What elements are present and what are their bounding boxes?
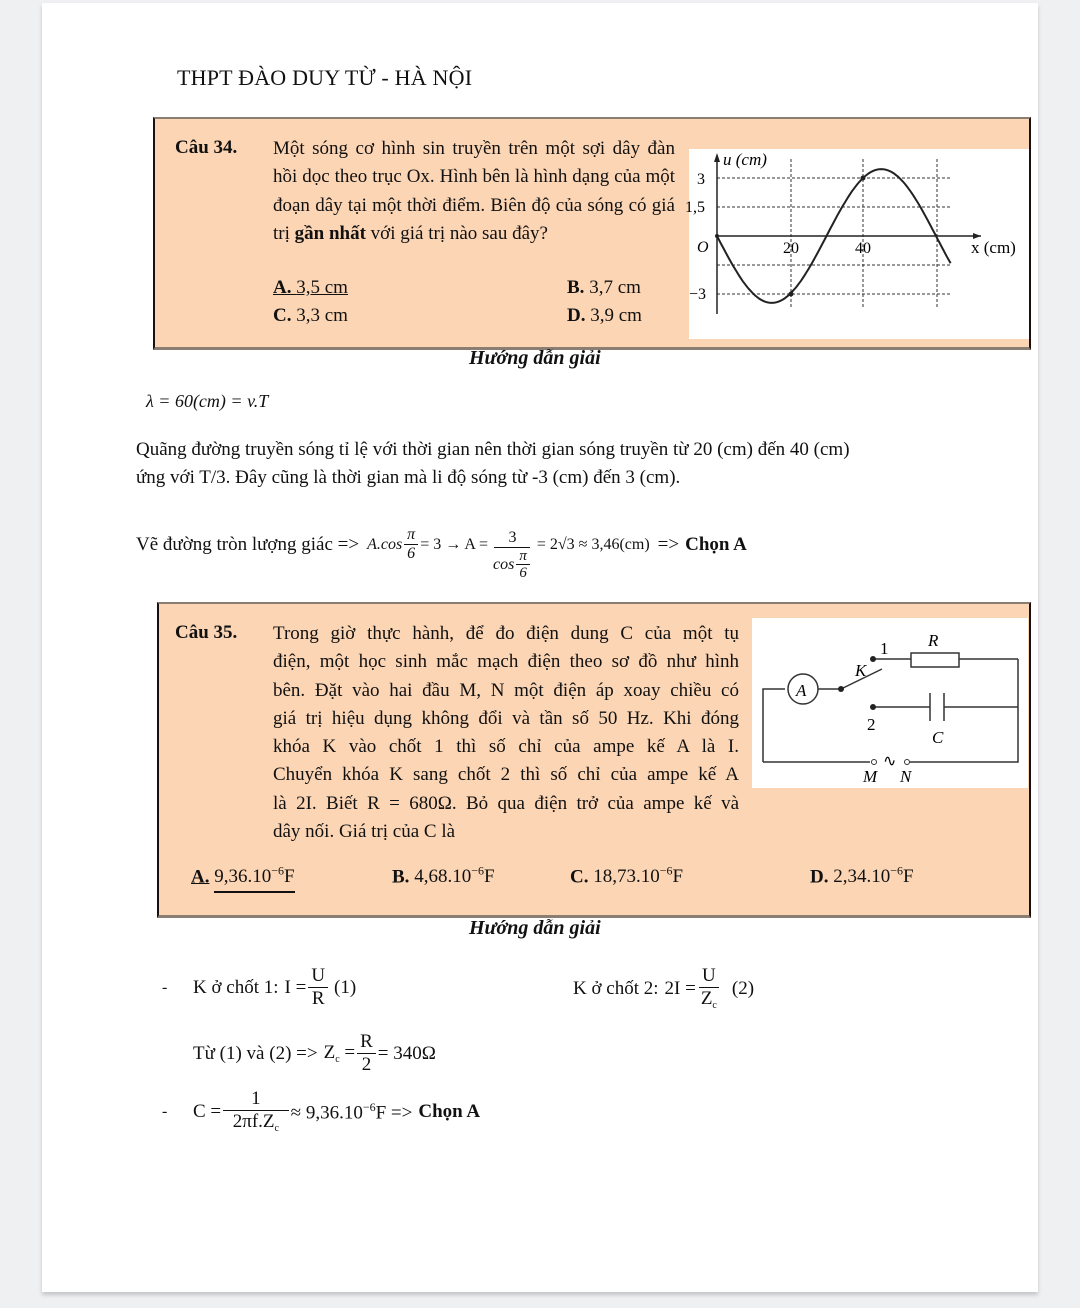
capacitance-equation: [162, 1089, 480, 1134]
equation-prefix: Từ (1) và (2) =>: [193, 1042, 318, 1064]
equation-term: 2I =: [664, 977, 696, 999]
paragraph-line: Quãng đường truyền sóng tỉ lệ với thời gian nên thời gian sóng truyền từ 20 (cm) đến 40 (cm): [136, 439, 850, 460]
fraction-u-over-zc: [698, 966, 720, 1011]
option-value: $9,36.10^{-6}F$: [214, 866, 294, 893]
solution-34-heading: Hướng dẫn giải: [469, 347, 601, 369]
pin-2-dot: [870, 704, 876, 710]
resistor-icon: [911, 653, 959, 667]
option-value: $2,34.10^{-6}F$: [833, 864, 914, 888]
equation-term: I =: [284, 976, 307, 998]
equation-result: = 340Ω: [377, 1042, 436, 1064]
bullet: -: [162, 1102, 168, 1120]
question-text-bold: gần nhất: [294, 222, 366, 244]
option-value: 3,9 cm: [590, 305, 642, 326]
option-value: $18,73.10^{-6}F$: [593, 864, 684, 888]
wire: [910, 659, 1018, 762]
terminal-n: [905, 760, 910, 765]
option-letter: B.: [567, 277, 585, 298]
option-value: 3,7 cm: [589, 277, 641, 298]
resistor-label: R: [928, 631, 939, 650]
denominator: $Z_c$: [700, 987, 717, 1011]
equation-term: A.cos: [367, 535, 403, 553]
option-letter: C.: [570, 866, 589, 888]
option-letter: D.: [810, 866, 829, 888]
question-line: Chuyển khóa K sang chốt 2 thì số chỉ của ampe kế A: [273, 764, 739, 786]
option-a[interactable]: [273, 277, 348, 299]
numerator: π: [516, 548, 530, 566]
circuit-svg: [752, 618, 1028, 788]
switch-pivot: [838, 686, 844, 692]
equation-tag: (2): [731, 977, 755, 999]
equation-result: = 2√3 ≈ 3,46(cm): [536, 535, 650, 553]
option-value: 3,5 cm: [296, 277, 348, 298]
numerator: 1: [223, 1089, 289, 1111]
terminal-m: [872, 760, 877, 765]
y-axis-arrow-icon: [714, 153, 720, 162]
wave-graph: [685, 149, 1029, 339]
k1-equation: [162, 966, 356, 1010]
terminal-n-label: N: [900, 767, 912, 786]
amplitude-equation: [136, 507, 747, 582]
question-line: khóa K vào chốt 1 thì số chỉ của ampe kế A là I.: [273, 736, 739, 758]
origin-marker: [715, 234, 719, 238]
fraction-capacitance: [223, 1089, 289, 1134]
switch-label: K: [855, 661, 867, 680]
option-letter: A.: [191, 866, 210, 888]
ac-source-icon: ∿: [883, 751, 897, 770]
fraction-3-over-cos: [490, 529, 535, 582]
option-d[interactable]: [567, 305, 642, 327]
option-c[interactable]: [273, 305, 348, 327]
option-letter: C.: [273, 305, 292, 326]
equation-prefix: K ở chốt 1:: [193, 976, 279, 998]
circuit-diagram: [752, 618, 1028, 788]
paragraph-line: ứng với T/3. Đây cũng là thời gian mà li độ sóng từ -3 (cm) đến 3 (cm).: [136, 467, 681, 488]
question-line: là 2I. Biết R = 680Ω. Bỏ qua điện trở của ampe kế và: [273, 792, 739, 814]
equation-term: = 3 → A =: [420, 535, 489, 553]
solution-34-paragraph: [136, 439, 1016, 489]
option-value: $4,68.10^{-6}F$: [414, 864, 495, 888]
fraction-r-over-2: [357, 1032, 376, 1076]
pin-2-label: 2: [867, 715, 876, 734]
wave-figure: [685, 149, 1029, 339]
numerator: 3: [494, 529, 530, 548]
fraction-u-over-r: [308, 966, 328, 1010]
denominator: [490, 548, 535, 583]
capacitance-result: ≈ $9,36.10^{-6}F$ =>: [290, 1099, 413, 1123]
denominator: 6: [407, 544, 416, 562]
question-line: Trong giờ thực hành, để đo điện dung C của một tụ: [273, 623, 739, 644]
x-tick-label: 40: [855, 240, 871, 257]
cos-term: cos: [493, 555, 515, 573]
numerator: U: [308, 966, 328, 988]
numerator: R: [357, 1032, 376, 1054]
denominator: R: [311, 987, 325, 1009]
denominator: $2\pi f.Z_c$: [232, 1110, 279, 1134]
question-line: bên. Đặt vào hai đầu M, N một điện áp xoay chiều có: [273, 679, 739, 701]
equation-prefix: K ở chốt 2:: [573, 977, 659, 999]
document-page: [42, 3, 1038, 1292]
question-text-part: với giá trị nào sau đây?: [365, 222, 548, 244]
question-line: giá trị hiệu dụng không đổi và tần số 50 Hz. Khi đóng: [273, 707, 739, 729]
point-marker: [861, 176, 866, 181]
pin-1-dot: [870, 656, 876, 662]
y-tick-label: −3: [689, 286, 707, 303]
option-letter: D.: [567, 305, 586, 326]
answer-choice: Chọn A: [685, 533, 747, 555]
option-value: 3,3 cm: [296, 305, 348, 326]
fraction-pi-over-6: [516, 548, 530, 583]
capacitor-label: C: [932, 728, 944, 747]
y-tick-label: 3: [697, 171, 705, 188]
solution-35-heading: Hướng dẫn giải: [469, 917, 601, 939]
option-b[interactable]: [567, 277, 641, 299]
y-tick-label: 1,5: [685, 199, 705, 216]
arrow: =>: [657, 533, 680, 555]
question-34-box: [153, 117, 1031, 350]
zc-term: $Z_c$ =: [323, 1042, 356, 1066]
question-34-label: Câu 34.: [175, 137, 238, 158]
wire: [763, 689, 785, 762]
equation-tag: (1): [334, 976, 357, 998]
terminal-m-label: M: [863, 767, 878, 786]
zc-equation: [193, 1032, 436, 1076]
option-letter: A.: [273, 277, 292, 298]
origin-label: O: [697, 239, 709, 256]
denominator: 2: [361, 1053, 372, 1075]
wavelength-equation: λ = 60(cm) = v.T: [146, 391, 269, 411]
fraction-pi-over-6: [404, 526, 418, 563]
option-b[interactable]: [392, 864, 495, 888]
denominator: 6: [519, 565, 527, 582]
question-35-label: Câu 35.: [175, 622, 238, 643]
question-text-part: Một sóng cơ hình sin truyền trên một sợi dây đàn hồi dọc theo trục Ox. Hình bên là hình dạng của một đoạn dây tại một thời điểm. Biên độ của sóng có giá trị: [273, 138, 675, 244]
equation-term: C =: [193, 1100, 222, 1122]
point-marker: [789, 292, 794, 297]
equation-prefix: Vẽ đường tròn lượng giác =>: [136, 533, 360, 555]
question-35-box: [157, 602, 1031, 918]
question-35-text: [273, 620, 739, 846]
question-34-text: [273, 135, 675, 248]
question-line: điện, một học sinh mắc mạch điện theo sơ đồ như hình: [273, 651, 739, 673]
question-line: dây nối. Giá trị của C là: [273, 821, 456, 843]
pin-1-label: 1: [880, 639, 889, 658]
x-axis-label: x (cm): [971, 238, 1016, 257]
ammeter-label: A: [796, 681, 807, 700]
k2-equation: [573, 966, 754, 1011]
option-letter: B.: [392, 866, 410, 888]
bullet: -: [162, 978, 168, 996]
x-tick-label: 20: [783, 240, 799, 257]
school-header: THPT ĐÀO DUY TỪ - HÀ NỘI: [177, 65, 473, 90]
numerator: U: [699, 966, 719, 988]
answer-choice: Chọn A: [418, 1100, 481, 1122]
numerator: π: [404, 526, 418, 545]
option-d[interactable]: [810, 864, 914, 888]
option-a[interactable]: [191, 864, 295, 888]
y-axis-label: u (cm): [723, 150, 767, 169]
option-c[interactable]: [570, 864, 683, 888]
